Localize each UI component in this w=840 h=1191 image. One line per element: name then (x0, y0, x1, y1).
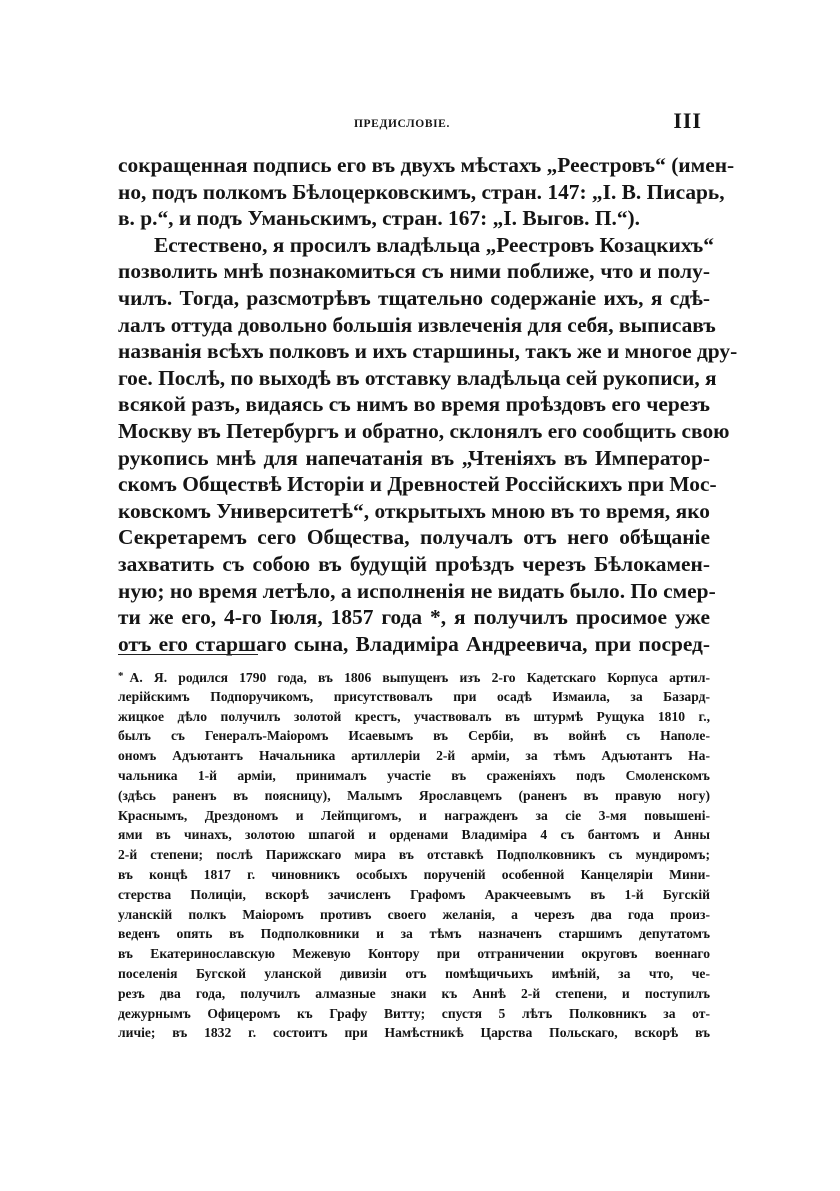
footnote-line: 2-й степени; послѣ Парижскаго мира въ отставкѣ Подполковникъ съ мундиромъ; (118, 847, 710, 863)
footnote-line: уланскій полкъ Маіоромъ противъ своего желанія, а черезъ два года произ- (118, 906, 710, 922)
body-line: ти же его, 4-го Іюля, 1857 года *, я получилъ просимое уже (118, 605, 710, 630)
body-paragraphs (118, 152, 738, 657)
footnote-line: лерійскимъ Подпоручикомъ, присутствовалъ при осадѣ Измаила, за Базард- (118, 688, 710, 704)
body-line: позволить мнѣ познакомиться съ ними поближе, что и полу- (118, 259, 710, 284)
footnote-line: жицкое дѣло получилъ золотой крестъ, участвовалъ въ штурмѣ Рущука 1810 г., (118, 708, 710, 724)
body-line: захватить съ собою въ будущій проѣздъ черезъ Бѣлокамен- (118, 551, 710, 576)
footnote-line: дежурнымъ Офицеромъ къ Графу Витту; спустя 5 лѣтъ Полковникъ за от- (118, 1005, 710, 1021)
footnote-line (118, 667, 710, 687)
footnote-marker: * (118, 670, 124, 682)
body-line: лалъ оттуда довольно большія извлеченія для себя, выписавъ (118, 312, 716, 337)
body-line: названія всѣхъ полковъ и ихъ старшины, такъ же и многое дру- (118, 339, 738, 364)
body-line: рукопись мнѣ для напечатанія въ „Чтеніяхъ въ Император- (118, 445, 710, 470)
body-line: Секретаремъ сего Общества, получалъ отъ него обѣщаніе (118, 525, 710, 550)
body-line: гое. Послѣ, по выходѣ въ отставку владѣльца сей рукописи, я (118, 365, 717, 390)
body-line: ную; но время летѣло, а исполненія не видать было. По смер- (118, 578, 716, 603)
body-line: отъ его старшаго сына, Владиміра Андреевича, при посред- (118, 631, 710, 656)
footnote-line: въ концѣ 1817 г. чиновникъ особыхъ порученій особенной Канцеляріи Мини- (118, 866, 710, 882)
footnote-line: стерства Полиціи, вскорѣ зачисленъ Графомъ Аракчеевымъ въ 1-й Бугскій (118, 886, 710, 902)
body-line: сокращенная подпись его въ двухъ мѣстахъ „Реестровъ“ (имен- (118, 153, 735, 177)
body-line: скомъ Обществѣ Исторіи и Древностей Россійскихъ при Мос- (118, 472, 717, 497)
footnote-line: веденъ опять въ Подполковники и за тѣмъ назначенъ старшимъ депутатомъ (118, 926, 710, 942)
body-line: Естествено, я просилъ владѣльца „Реестровъ Козацкихъ“ (154, 232, 714, 257)
footnote-line: Краснымъ, Дрездономъ и Лейпцигомъ, и награжденъ за сіе 3-мя повышені- (118, 807, 710, 823)
footnote-line: былъ съ Генералъ-Маіоромъ Исаевымъ въ Сербіи, въ войнѣ съ Наполе- (118, 728, 710, 744)
page-number: III (673, 108, 702, 133)
footnote-line: резъ два года, получилъ алмазные знаки къ Аннѣ 2-й степени, и поступилъ (118, 985, 710, 1001)
running-title: ПРЕДИСЛОВІЕ. (354, 118, 450, 130)
footnote-line: въ Екатеринославскую Межевую Контору при отграничении округовъ военнаго (118, 946, 710, 962)
footnote-line: ями въ чинахъ, золотою шпагой и орденами Владиміра 4 съ бантомъ и Анны (118, 827, 710, 843)
body-line: в. р.“, и подъ Уманьскимъ, стран. 167: „І. Выгов. П.“). (118, 206, 641, 231)
footnote-line: (здѣсь раненъ въ поясницу), Малымъ Ярославцемъ (раненъ въ правую ногу) (118, 787, 710, 803)
footnote-line: личіе; въ 1832 г. состоитъ при Намѣстникѣ Царства Польскаго, вскорѣ въ (118, 1025, 710, 1041)
body-line: чилъ. Тогда, разсмотрѣвъ тщательно содержаніе ихъ, я сдѣ- (118, 285, 710, 310)
footnote-rule (118, 654, 258, 655)
page-header (118, 108, 708, 138)
body-line: Москву въ Петербургъ и обратно, склонялъ его сообщить свою (118, 418, 730, 443)
footnote-line: поселенія Бугской уланской дивизіи отъ помѣщичьихъ имѣній, за что, че- (118, 965, 710, 981)
footnote (118, 667, 710, 1043)
footnote-line-text: А. Я. родился 1790 года, въ 1806 выпущенъ изъ 2-го Кадетскаго Корпуса артил- (129, 670, 710, 685)
body-line: но, подъ полкомъ Бѣлоцерковскимъ, стран. 147: „І. В. Писарь, (118, 179, 725, 204)
body-line: ковскомъ Университетѣ“, открытыхъ мною въ то время, яко (118, 498, 710, 523)
body-line: всякой разъ, видаясь съ нимъ во время проѣздовъ его черезъ (118, 392, 710, 417)
footnote-line: чальника 1-й арміи, принималъ участіе въ сраженіяхъ подъ Смоленскомъ (118, 767, 710, 783)
footnote-line: ономъ Адъютантъ Начальника артиллеріи 2-й арміи, за тѣмъ Адъютантъ На- (118, 748, 710, 764)
